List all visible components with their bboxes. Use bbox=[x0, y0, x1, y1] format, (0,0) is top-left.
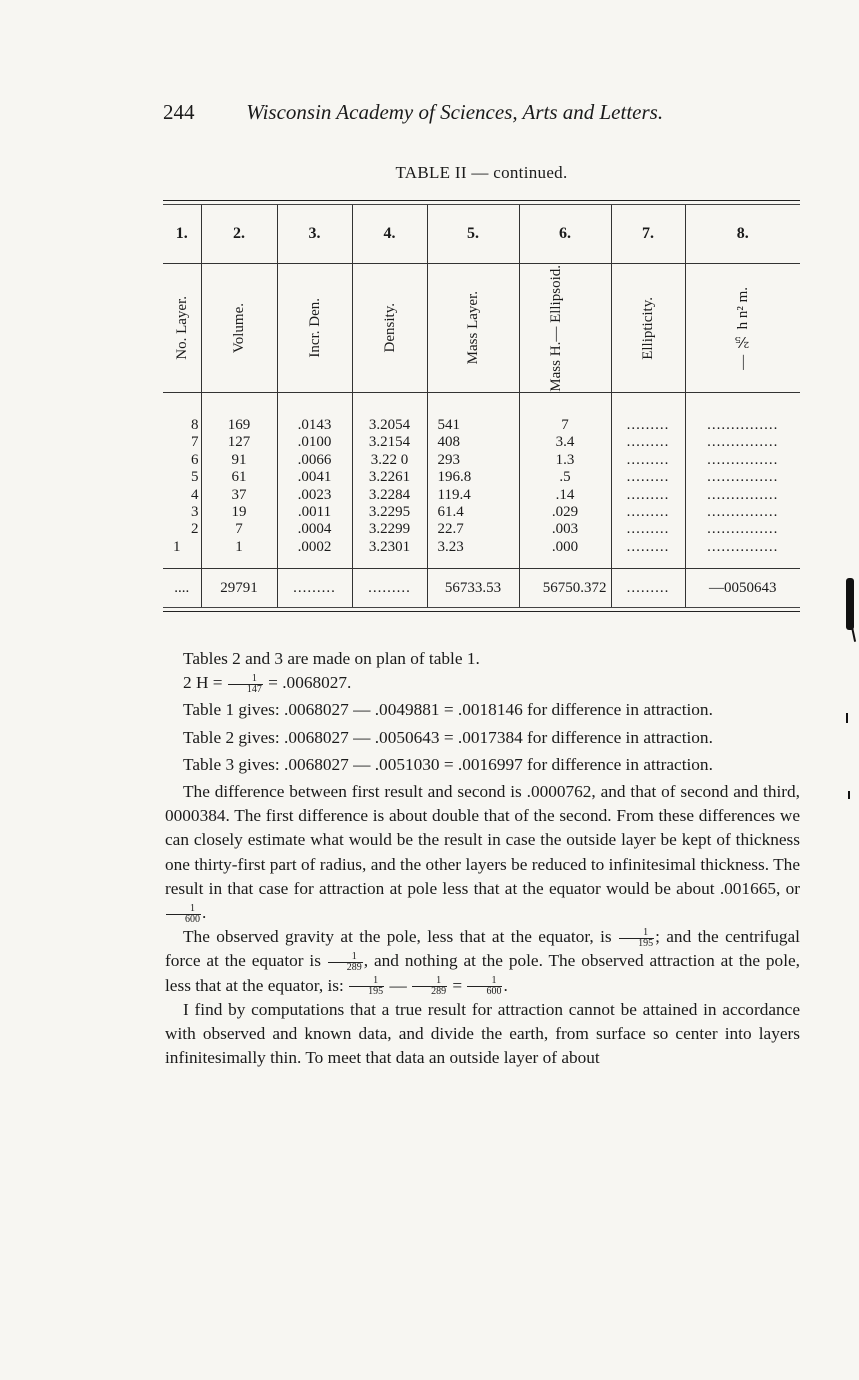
table-bottom-rule bbox=[163, 611, 800, 612]
table-cell: 196.8 bbox=[437, 469, 472, 486]
fraction-numerator: 1 bbox=[166, 904, 201, 915]
paragraph-text: The observed gravity at the pole, less that at the equator, is bbox=[183, 927, 612, 947]
table-cell: 5 bbox=[191, 469, 199, 486]
table-cell: ............... bbox=[707, 469, 779, 486]
column-header-cell bbox=[611, 264, 685, 393]
margin-mark bbox=[848, 791, 850, 799]
table-cell: ......... bbox=[626, 469, 670, 486]
table-body-row bbox=[163, 393, 800, 569]
table-column-body bbox=[201, 393, 277, 569]
table-cell: .0100 bbox=[297, 434, 332, 451]
table-cell: 293 bbox=[437, 451, 460, 468]
table-cell: 1.3 bbox=[555, 451, 575, 468]
fraction-numerator: 1 bbox=[467, 976, 502, 987]
fraction bbox=[228, 674, 263, 695]
total-cell: .... bbox=[174, 579, 190, 596]
fraction-numerator: 1 bbox=[349, 976, 384, 987]
table-cell: 19 bbox=[231, 503, 247, 520]
journal-title: Wisconsin Academy of Sciences, Arts and Letters. bbox=[246, 100, 664, 124]
column-header-cell bbox=[685, 264, 800, 393]
column-number: 2. bbox=[201, 205, 277, 264]
fraction-numerator: 1 bbox=[412, 976, 447, 987]
table-cell: .0004 bbox=[297, 521, 332, 538]
column-header: Mass Layer. bbox=[465, 291, 481, 365]
total-cell: ......... bbox=[277, 569, 352, 608]
column-header-cell bbox=[352, 264, 427, 393]
table-cell: ............... bbox=[707, 486, 779, 503]
column-header: — ⅖ h n² m. bbox=[734, 286, 751, 370]
page-header bbox=[163, 100, 733, 125]
table-column-body bbox=[519, 393, 611, 569]
table-cell: ......... bbox=[626, 486, 670, 503]
column-header: Incr. Den. bbox=[306, 298, 323, 358]
equals-sign: = bbox=[452, 975, 463, 995]
table-cell: 22.7 bbox=[437, 521, 464, 538]
total-cell: 29791 bbox=[201, 569, 277, 608]
table-cell: 3.22 0 bbox=[370, 451, 409, 468]
column-header-cell bbox=[427, 264, 519, 393]
fraction-numerator: 1 bbox=[328, 952, 363, 963]
table-cell: ......... bbox=[626, 521, 670, 538]
table-column-body bbox=[685, 393, 800, 569]
table-cell: ............... bbox=[707, 503, 779, 520]
table-cell: 3.23 bbox=[437, 538, 464, 555]
column-number-row bbox=[163, 205, 800, 264]
table-cell: ......... bbox=[626, 417, 670, 433]
table-cell: 3.2054 bbox=[368, 417, 411, 433]
table-column-body bbox=[163, 393, 201, 569]
table-cell: 408 bbox=[437, 434, 460, 451]
total-cell: 56750.372 bbox=[519, 569, 611, 608]
table-cell: 1 bbox=[173, 538, 181, 555]
table-cell: .0066 bbox=[297, 451, 332, 468]
table-cell: 61 bbox=[231, 469, 247, 486]
page-number: 244 bbox=[163, 100, 195, 124]
column-number: 4. bbox=[352, 205, 427, 264]
column-header: No. Layer. bbox=[173, 296, 190, 360]
table-cell: 6 bbox=[191, 451, 199, 468]
table-cell: 2 bbox=[191, 521, 199, 538]
table-cell: 3.4 bbox=[555, 434, 575, 451]
table-cell: 3 bbox=[191, 503, 199, 520]
column-header-row bbox=[163, 264, 800, 393]
table-cell: 1 bbox=[235, 538, 243, 555]
fraction-denominator: 195 bbox=[368, 986, 384, 998]
fraction-denominator: 195 bbox=[638, 937, 654, 949]
table-cell: .003 bbox=[551, 521, 579, 538]
fraction-numerator: 1 bbox=[228, 674, 263, 685]
equation-text: 2 H = bbox=[183, 673, 223, 693]
column-number: 8. bbox=[685, 205, 800, 264]
fraction-denominator: 147 bbox=[246, 683, 262, 695]
fraction bbox=[349, 976, 384, 997]
table-cell: .0143 bbox=[297, 417, 332, 433]
data-table-container bbox=[163, 200, 800, 612]
column-number: 1. bbox=[163, 205, 201, 264]
paragraph: Table 1 gives: .0068027 — .0049881 = .0018146 for difference in attraction. bbox=[183, 700, 713, 720]
fraction-denominator: 289 bbox=[346, 961, 362, 973]
fraction-numerator: 1 bbox=[619, 928, 654, 939]
paragraph: I find by computations that a true result for attraction cannot be attained in accordance with observed and known data, and divide the earth, from surface so center into layers infinitesimally thin. To meet that data an outside layer of about bbox=[165, 999, 800, 1068]
paragraph: Table 2 gives: .0068027 — .0050643 = .0017384 for difference in attraction. bbox=[183, 727, 713, 747]
table-cell: 91 bbox=[231, 451, 247, 468]
table-title: TABLE II — continued. bbox=[395, 163, 568, 182]
table-cell: .5 bbox=[559, 469, 571, 486]
paragraph: The observed gravity at the pole, less that at the equator, is $\frac{1}{195}$ ; and the centrifugal force at the equator is $\frac{1}{289}$ , and nothing at the pole. The observed attraction at the pole, less that at the equator, is: $\frac{1}{195}$ — $\frac{1}{289}$ = $\frac{1}{600}$ . bbox=[165, 926, 800, 998]
table-cell: ......... bbox=[626, 451, 670, 468]
paragraph-text: The difference between first result and second is .0000762, and that of second and third, 0000384. The first difference is about double that of the second. From these differences we can closely estimate what would be the result in case the outside layer be kept of thickness one thirty-first part of radius, and the other layers be reduced to infinitesimal thickness. The result in that case for attraction at pole less that at the equator would be about .001665, or bbox=[165, 782, 800, 898]
table-cell: 3.2301 bbox=[368, 538, 411, 555]
table-cell: ......... bbox=[626, 434, 670, 451]
table-column-body bbox=[352, 393, 427, 569]
table-cell: ............... bbox=[707, 521, 779, 538]
table-cell: 4 bbox=[191, 486, 199, 503]
data-table bbox=[163, 205, 800, 607]
fraction-denominator: 600 bbox=[185, 913, 200, 925]
table-cell: 169 bbox=[227, 417, 251, 433]
paragraph: Tables 2 and 3 are made on plan of table 1. bbox=[183, 649, 480, 668]
table-cell: 7 bbox=[235, 521, 243, 538]
fraction bbox=[619, 928, 654, 949]
table-cell: 3.2295 bbox=[368, 503, 411, 520]
column-header: Mass H.— Ellipsoid. bbox=[548, 264, 564, 392]
table-cell: ......... bbox=[626, 503, 670, 520]
table-cell: ............... bbox=[707, 434, 779, 451]
body-text bbox=[165, 647, 800, 1070]
table-cell: 119.4 bbox=[437, 486, 471, 503]
total-cell: ......... bbox=[352, 569, 427, 608]
column-header-cell bbox=[163, 264, 201, 393]
table-cell: 7 bbox=[561, 417, 569, 433]
table-cell: ............... bbox=[707, 451, 779, 468]
table-column-body bbox=[427, 393, 519, 569]
paragraph: The difference between first result and second is .0000762, and that of second and third, 0000384. The first difference is about double that of the second. From these differences we can closely estimate what would be the result in case the outside layer be kept of thickness one thirty-first part of radius, and the other layers be reduced to infinitesimal thickness. The result in that case for attraction at pole less that at the equator would be about .001665, or $\frac{1}{600}$ . bbox=[165, 782, 800, 925]
table-cell: .029 bbox=[551, 503, 579, 520]
table-cell: 3.2284 bbox=[368, 486, 411, 503]
fraction bbox=[467, 976, 502, 997]
column-header-cell bbox=[201, 264, 277, 393]
table-cell: .0002 bbox=[297, 538, 332, 555]
table-cell: .0041 bbox=[297, 469, 332, 486]
fraction-denominator: 289 bbox=[431, 986, 447, 998]
table-column-body bbox=[277, 393, 352, 569]
paragraph-text: ; and the centrifugal force at the equator is bbox=[165, 927, 800, 971]
table-cell: 8 bbox=[191, 417, 199, 433]
equation-text: = .0068027. bbox=[268, 673, 352, 693]
table-cell: .0023 bbox=[297, 486, 332, 503]
table-cell: 127 bbox=[227, 434, 251, 451]
total-cell: 56733.53 bbox=[427, 569, 519, 608]
paragraph-text: , and nothing at the pole. The observed attraction at the pole, less that at the equator, is: bbox=[165, 951, 800, 995]
table-total-row bbox=[163, 569, 800, 608]
table-cell: .000 bbox=[551, 538, 579, 555]
column-header-cell bbox=[519, 264, 611, 393]
fraction bbox=[328, 952, 363, 973]
table-cell: 3.2261 bbox=[368, 469, 411, 486]
table-cell: ............... bbox=[707, 538, 779, 555]
table-cell: 61.4 bbox=[437, 503, 464, 520]
margin-mark bbox=[846, 713, 848, 723]
table-cell: ......... bbox=[626, 538, 670, 555]
table-cell: 541 bbox=[437, 417, 460, 433]
total-cell: —0050643 bbox=[685, 569, 800, 608]
column-header: Density. bbox=[381, 303, 398, 353]
table-cell: ............... bbox=[707, 417, 779, 433]
column-number: 7. bbox=[611, 205, 685, 264]
column-number: 3. bbox=[277, 205, 352, 264]
fraction-denominator: 600 bbox=[486, 986, 502, 998]
table-cell: .14 bbox=[555, 486, 575, 503]
paragraph-equation bbox=[165, 671, 800, 695]
fraction bbox=[412, 976, 447, 997]
column-header: Volume. bbox=[231, 302, 247, 354]
column-header: Ellipticity. bbox=[640, 296, 656, 360]
fraction bbox=[166, 904, 201, 925]
column-header-cell bbox=[277, 264, 352, 393]
table-cell: 37 bbox=[231, 486, 247, 503]
table-cell: 3.2154 bbox=[368, 434, 411, 451]
column-number: 6. bbox=[519, 205, 611, 264]
table-cell: .0011 bbox=[297, 503, 332, 520]
minus-sign: — bbox=[389, 975, 407, 995]
total-cell: ......... bbox=[611, 569, 685, 608]
table-cell: 3.2299 bbox=[368, 521, 411, 538]
paragraph: Table 3 gives: .0068027 — .0051030 = .0016997 for difference in attraction. bbox=[183, 754, 713, 774]
table-column-body bbox=[611, 393, 685, 569]
column-number: 5. bbox=[427, 205, 519, 264]
table-cell: 7 bbox=[191, 434, 199, 451]
